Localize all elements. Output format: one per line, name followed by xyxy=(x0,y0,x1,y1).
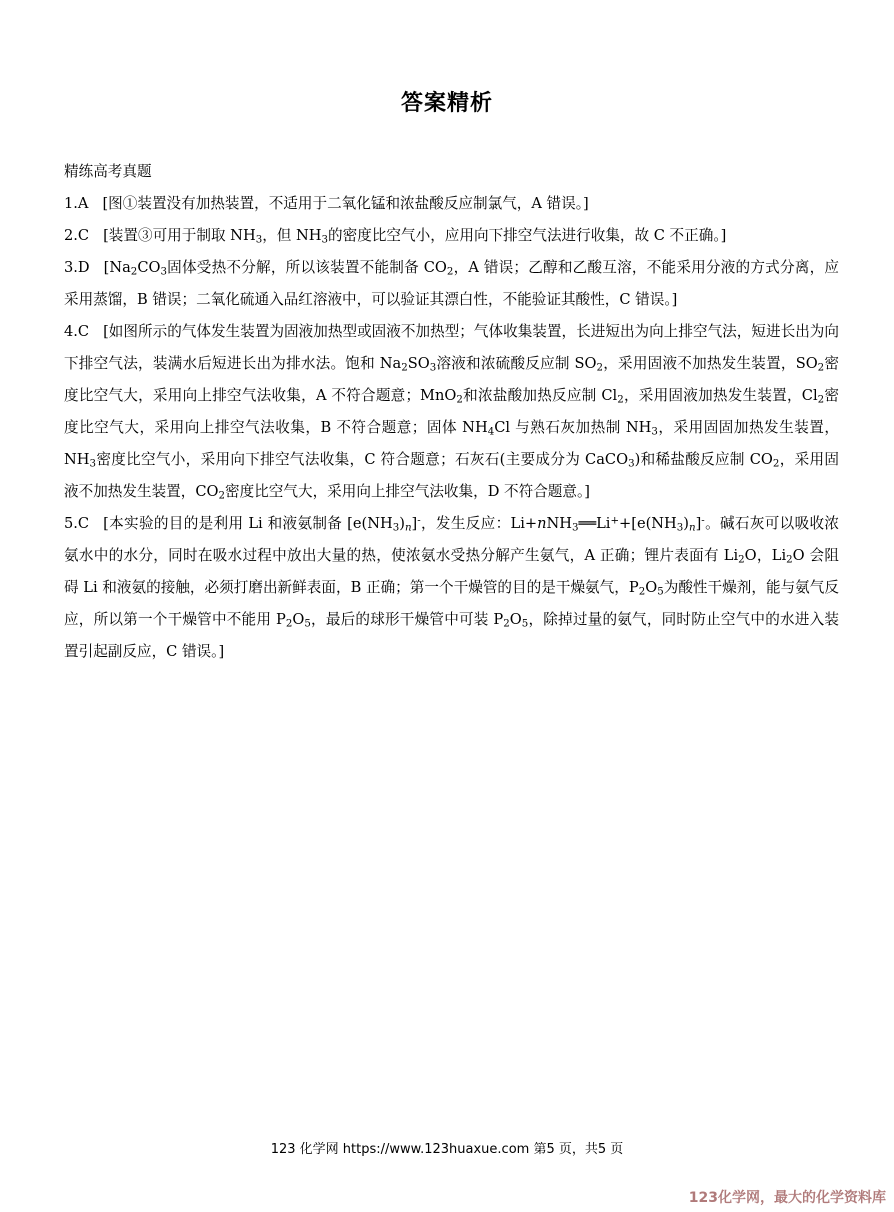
answer-1-number: 1.A xyxy=(64,195,89,212)
watermark-text: 123化学网，最大的化学资料库 xyxy=(688,1190,886,1206)
page-footer: 123 化学网 https://www.123huaxue.com 第5 页，共5 页 xyxy=(270,1142,624,1157)
answer-4-number: 4.C xyxy=(64,323,90,340)
answer-3: 3.D [$Na_2CO_3$固体受热不分解，所以该装置不能制备 $CO_2$，A 错误；乙醇和乙酸互溶，不能采用分液的方式分离，应采用蒸馏，B 错误；二氧化硫通入品红溶液中，可以验证其漂白性，不能验证其酸性，C 错误。] xyxy=(64,259,839,308)
answer-content xyxy=(64,156,839,668)
section-heading: 精练高考真题 xyxy=(64,163,152,180)
answer-2-number: 2.C xyxy=(64,227,90,244)
answer-4: 4.C [如图所示的气体发生装置为固液加热型或固液不加热型；气体收集装置，长进短出为向上排空气法，短进长出为向下排空气法，装满水后短进长出为排水法。饱和 $Na_2SO_3$溶液和浓硫酸反应制 $SO_2$，采用固液不加热发生装置，$SO_2$密度比空气大，采用向上排空气法收集，A 不符合题意；MnO$_2$和浓盐酸加热反应制 $Cl_2$，采用固液加热发生装置，$Cl_2$密度比空气大，采用向上排空气法收集，B 不符合题意；固体 $NH_4Cl$ 与熟石灰加热制 $NH_3$，采用固固加热发生装置，$NH_3$密度比空气小，采用向下排空气法收集，C 符合题意；石灰石(主要成分为 CaCO$_3$)和稀盐酸反应制 $CO_2$，采用固液不加热发生装置，$CO_2$密度比空气大，采用向上排空气法收集，D 不符合题意。] xyxy=(64,323,839,502)
answer-3-number: 3.D xyxy=(64,259,90,276)
answer-5: 5.C [本实验的目的是利用 Li 和液氨制备 $[e(NH_3)_n]^-$，发生反应：$Li+nNH_3══Li^++[e(NH_3)_n]^-$。碱石灰可以吸收浓氨水中的水分，同时在吸水过程中放出大量的热，使浓氨水受热分解产生氨气，A 正确；锂片表面有 $Li_2O$，$Li_2O$ 会阻碍 Li 和液氨的接触，必须打磨出新鲜表面，B 正确；第一个干燥管的目的是干燥氨气，$P_2O_5$为酸性干燥剂，能与氨气反应，所以第一个干燥管中不能用 $P_2O_5$，最后的球形干燥管中可装 $P_2O_5$，除掉过量的氨气，同时防止空气中的水进入装置引起副反应，C 错误。] xyxy=(64,515,839,660)
answer-2: 2.C [装置③可用于制取 $NH_3$，但 $NH_3$的密度比空气小，应用向下排空气法进行收集，故 C 不正确。] xyxy=(64,227,727,246)
page-title: 答案精析 xyxy=(400,91,493,116)
answer-1-text: [图①装置没有加热装置，不适用于二氧化锰和浓盐酸反应制氯气，A 错误。] xyxy=(102,195,589,212)
answer-1 xyxy=(64,188,839,220)
answer-5-number: 5.C xyxy=(64,515,90,532)
